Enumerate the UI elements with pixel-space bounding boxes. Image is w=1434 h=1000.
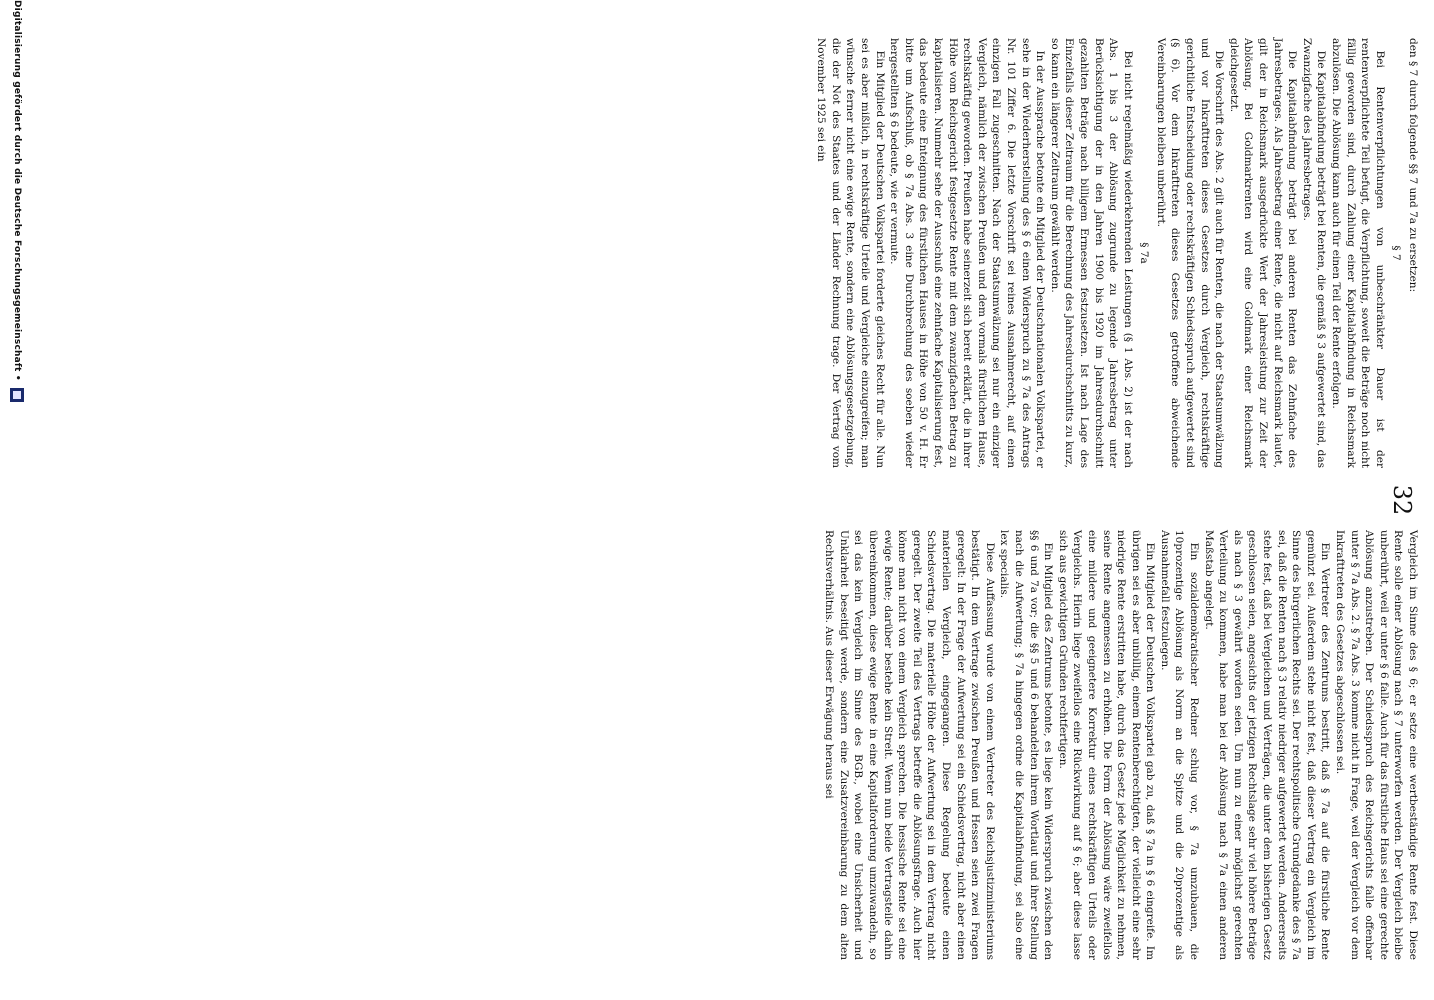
digitization-footer	[10, 0, 24, 1000]
paragraph: Ein Vertreter des Zentrums bestritt, daß § 7a auf die fürstliche Rente gemünzt sei. Außerdem stehe nicht fest, daß dieser Vertrag ein Vergleich im Sinne des bürgerlichen Rechts sei. Der rechtspolitische Grundgedanke des § 7a sei, daß die Renten nach § 3 relativ niedriger aufgewertet werden. Andererseits stehe fest, daß bei Vergleichen und Verträgen, die unter dem bisherigen Gesetz geschlossen seien, angesichts der jetzigen Rechtslage sehr viel höhere Beträge als nach § 3 gewährt worden seien. Um nun zu einer möglichst gerechten Verteilung zu kommen, habe man bei der Ablösung nach § 7a einen anderen Maßstab angelegt.	[1202, 530, 1332, 960]
paragraph: Vergleich im Sinne des § 6; er setze eine wertbeständige Rente fest. Diese Rente solle einer Ablösung nach § 7 unterworfen werden. Der Vergleich bleibe unberührt, weil er unter § 6 falle. Auch für das fürstliche Haus sei eine gerechte Ablösung anzustreben. Der Schiedsspruch des Reichsgerichts falle offenbar unter § 7a Abs. 2. § 7a Abs. 3 komme nicht in Frage, weil der Vergleich vor dem Inkrafttreten des Gesetzes abgeschlossen sei.	[1334, 530, 1419, 960]
paragraph: Ein Mitglied des Zentrums betonte, es liege kein Widerspruch zwischen den §§ 6 und 7a vor; die §§ 5 und 6 behandelten ihrem Wortlaut und ihrer Stellung nach die Aufwertung; § 7a hingegen ordne die Kapitalabfindung, sei also eine lex specialis.	[998, 530, 1055, 960]
paragraph: Ein sozialdemokratischer Redner schlug vor, § 7a umzubauen, die 10prozentige Ablösung als Norm an die Spitze und die 20prozentige als Ausnahmefall festzulegen.	[1158, 530, 1201, 960]
left-column	[822, 530, 1434, 960]
paragraph: Ein Mitglied der Deutschen Volkspartei forderte gleiches Recht für alle. Nun sei es aber mißlich, in rechtskräftige Urteile und Vergleiche einzugreifen; man wünsche ferner nicht eine ewige Rente, sondern eine Ablösungsgesetzgebung, die der Not des Staates und der Länder Rechnung trage. Der Vertrag vom November 1925 sei ein	[815, 38, 886, 468]
paragraph: Die Kapitalabfindung beträgt bei Renten, die gemäß § 3 aufgewertet sind, das Zwanzigfache des Jahresbetrages.	[1300, 38, 1328, 468]
footer-text: Digitalisierung gefördert durch die Deutsche Forschungsgemeinschaft •	[12, 0, 22, 381]
paragraph: Die Vorschrift des Abs. 2 gilt auch für Renten, die nach der Staatsumwälzung und vor Inkrafttreten dieses Gesetzes durch Vergleich, rechtskräftige gerichtliche Entscheidung oder rechtskräftigen Schiedsspruch aufgewertet sind (§ 6). Vor dem Inkrafttreten dieses Gesetzes getroffene abweichende Vereinbarungen bleiben unberührt.	[1154, 38, 1226, 468]
paragraph: In der Aussprache betonte ein Mitglied der Deutschnationalen Volkspartei, er sehe in der Wiederherstellung des § 6 einen Widerspruch zu § 7a des Antrags Nr. 101 Ziffer 6. Die letzte Vorschrift sei reines Ausnahmerecht, auf einen einzigen Fall zugeschnitten. Nach der Staatsumwälzung sei nur ein einziger Vergleich, nämlich der zwischen Preußen und dem vormals fürstlichen Hause, rechtskräftig geworden. Preußen habe seinerzeit sich bereit erklärt, die in ihrer Höhe vom Reichsgericht festgesetzte Rente mit dem zwanzigfachen Betrag zu kapitalisieren. Nunmehr sehe der Ausschuß eine zehnfache Kapitalisierung fest, das bedeute eine Enteignung des fürstlichen Hauses in Höhe von 50 v. H. Er bitte um Aufschluß, ob § 7a Abs. 3 eine Durchbrechung des soeben wieder hergestellten § 6 bedeute, wie er vermute.	[888, 38, 1047, 468]
paragraph: Bei nicht regelmäßig wiederkehrenden Leistungen (§ 1 Abs. 2) ist der nach Abs. 1 bis 3 der Ablösung zugrunde zu legende Jahresbetrag unter Berücksichtigung der in den Jahren 1900 bis 1920 im Jahresdurchschnitt gezahlten Beträge nach billigem Ermessen festzusetzen. Ist nach Lage des Einzelfalls dieser Zeitraum für die Berechnung des Jahresdurchschnitts zu kurz, so kann ein längerer Zeitraum gewählt werden.	[1048, 38, 1134, 468]
paragraph: Bei Rentenverpflichtungen von unbeschränkter Dauer ist der rentenverpflichtete Teil befugt, die Verpflichtung, soweit die Beträge noch nicht fällig geworden sind, durch Zahlung einer Kapitalabfindung in Reichsmark abzulösen. Die Ablösung kann auch für einen Teil der Rente erfolgen.	[1330, 38, 1386, 468]
section-heading: § 7	[1390, 245, 1403, 261]
dfg-logo-icon	[10, 388, 24, 402]
section-heading: § 7a	[1138, 242, 1151, 264]
paragraph: Die Kapitalabfindung beträgt bei anderen Renten das Zehnfache des Jahresbetrages. Als Jahresbetrag einer Rente, die nicht auf Reichsmark lautet, gilt der in Reichsmark ausgedrückte Wert der Jahresleistung zur Zeit der Ablösung. Bei Goldmarkrenten wird eine Goldmark einer Reichsmark gleichgesetzt.	[1227, 38, 1299, 468]
paragraph: Ein Mitglied der Deutschen Volkspartei gab zu, daß § 7a in § 6 eingreife. Im übrigen sei es aber unbillig, einem Rentenberechtigten, der vielleicht eine sehr niedrige Rente erstritten habe, durch das Gesetz jede Möglichkeit zu nehmen, seine Rente angemessen zu erhöhen. Die Form der Ablösung wäre zweifellos eine mildere und geeignetere Korrektur eines rechtskräftigen Urteils oder Vergleichs. Hierin liege zweifellos eine Rückwirkung auf § 6; aber diese lasse sich aus gewichtigen Gründen rechtfertigen.	[1056, 530, 1157, 960]
paragraph: den § 7 durch folgende §§ 7 und 7a zu ersetzen:	[1407, 38, 1419, 293]
page-number: 32	[1388, 484, 1416, 516]
paragraph: Diese Auffassung wurde von einem Vertreter des Reichsjustizministeriums bestätigt. In dem Vertrage zwischen Preußen und Hessen seien zwei Fragen geregelt: In der Frage der Aufwertung sei ein Schiedsvertrag, nicht aber einen materiellen Vergleich, eingegangen. Diese Regelung bedeute einen Schiedsvertrag. Die materielle Höhe der Aufwertung sei in dem Vertrag nicht geregelt. Der zweite Teil des Vertrags betreffe die Ablösungsfrage. Auch hier könne man nicht von einem Vergleich sprechen. Die hessische Rente sei eine ewige Rente; darüber bestehe kein Streit. Wenn nun beide Vertragsteile dahin übereinkommen, diese ewige Rente in eine Kapitalforderung umzuwandeln, so sei das kein Vergleich im Sinne des BGB., wobei eine Unsicherheit und Unklarheit beseitigt werde, sondern eine Zusatzvereinbarung zu dem alten Rechtsverhältnis. Aus dieser Erwägung heraus sei	[823, 530, 996, 960]
right-column	[814, 38, 1434, 468]
